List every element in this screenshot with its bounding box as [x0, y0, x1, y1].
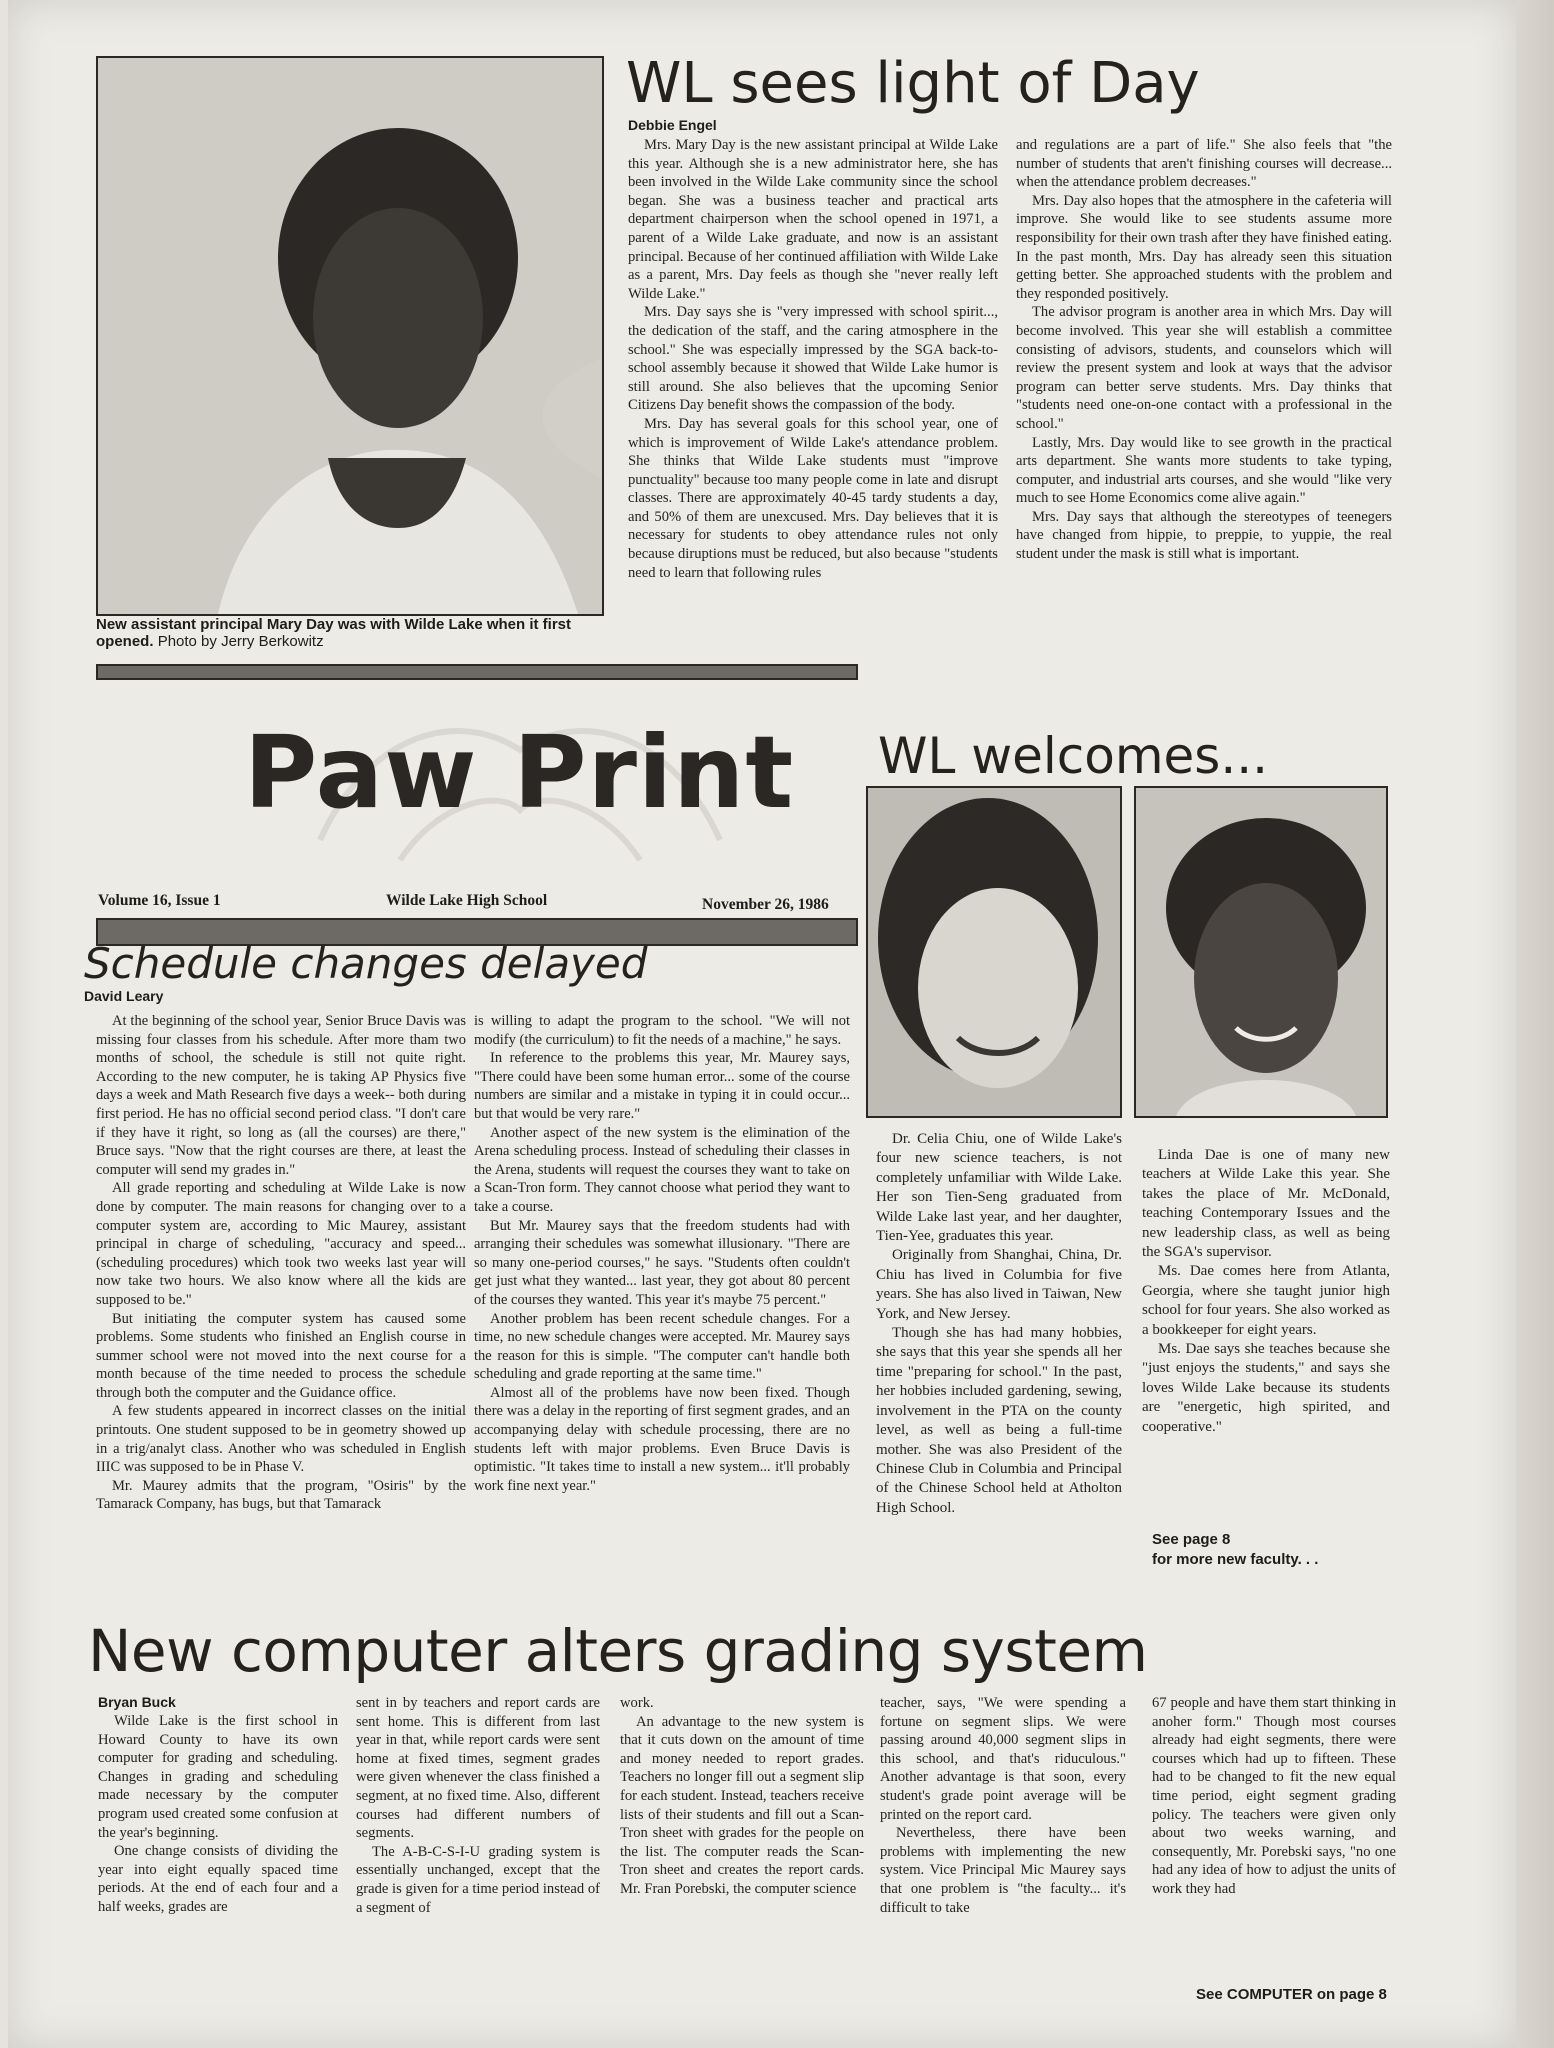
- headline-wl-welcomes: WL welcomes...: [878, 727, 1269, 785]
- paragraph: Mrs. Day has several goals for this school year, one of which is improvement of Wilde Lake's attendance problem. She thinks that Wilde Lake students must "improve punctuality" because too many people come in late and disrupt classes. There are approximately 40-45 tardy students a day, and 50% of them are unexcused. Mrs. Day believes that it is necessary for students to obey attendance rules not only because diruptions must be reduced, but also because "students need to learn that following rules: [628, 415, 998, 581]
- paragraph: Wilde Lake is the first school in Howard County to have its own computer for grading and scheduling. Changes in grading and scheduling made necessary by the computer program used created some confusion at the year's beginning.: [98, 1713, 338, 1841]
- paragraph: Lastly, Mrs. Day would like to see growth in the practical arts department. She wants more students to take typing, computer, and industrial arts courses, and she would "like very much to see Home Economics come alive again.": [1016, 434, 1392, 507]
- masthead-title: Paw Print: [244, 714, 795, 831]
- paragraph: teacher, says, "We were spending a fortune on segment slips. We were passing around 40,000 segment slips in this school, and that's riduculous." Another advantage is that soon, every student's grade point average will be printed on the report card.: [880, 1695, 1126, 1823]
- byline-bryan-buck: Bryan Buck: [98, 1694, 176, 1710]
- paragraph: is willing to adapt the program to the school. "We will not modify (the curriculum) to fit the needs of a machine," he says.: [474, 1013, 850, 1048]
- paragraph: One change consists of dividing the year into eight equally spaced time periods. At the end of each four and a half weeks, grades are: [98, 1843, 338, 1915]
- paragraph: Mrs. Mary Day is the new assistant principal at Wilde Lake this year. Although she is a new administrator here, she has been involved in the Wilde Lake community since the school began. She was a business teacher and practical arts department chairperson when the school opened in 1971, a parent of a Wilde Lake graduate, and now is an assistant principal. Because of her continued affiliation with Wilde Lake as a parent, Mrs. Day feels as though she "never really left Wilde Lake.": [628, 137, 998, 302]
- paragraph: All grade reporting and scheduling at Wilde Lake is now done by computer. The main reasons for changing over to a computer system are, according to Mic Maurey, assistant principal in charge of scheduling, "accuracy and speed... (scheduling procedures) which took two weeks last year will now take two hours. We also know where all the kids are supposed to be.": [96, 1180, 466, 1308]
- paragraph: Another problem has been recent schedule changes. For a time, no new schedule changes were accepted. Mr. Maurey says the reason for this is simple. "The computer can't handle both scheduling and grade reporting at the same time.": [474, 1310, 850, 1383]
- article4-column-2: [356, 1694, 600, 1917]
- see-page-line-2: for more new faculty. . .: [1152, 1551, 1319, 1568]
- section-rule: [96, 664, 858, 680]
- paragraph: Ms. Dae comes here from Atlanta, Georgia, where she taught junior high school for four years. She also worked as a bookkeeper for eight years.: [1142, 1263, 1390, 1338]
- paragraph: A few students appeared in incorrect classes on the initial printouts. One student supposed to be in geometry showed up in a trig/analyt class. Another who was scheduled in English IIIC was supposed to be in Phase V.: [96, 1403, 466, 1476]
- paragraph: Nevertheless, there have been problems with implementing the new system. Vice Principal Mic Maurey says that one problem is "the faculty... it's difficult to take: [880, 1825, 1126, 1916]
- paragraph: Ms. Dae says she teaches because she "just enjoys the students," and says she loves Wilde Lake because its students are "energetic, high spirited, and cooperative.": [1142, 1341, 1390, 1435]
- mary-day-photo: [96, 56, 604, 616]
- page-edge: [1516, 0, 1554, 2048]
- paragraph: Dr. Celia Chiu, one of Wilde Lake's four new science teachers, is not completely unfamiliar with Wilde Lake. Her son Tien-Seng graduated from Wilde Lake last year, and her daughter, Tien-Yee, graduates this year.: [876, 1131, 1122, 1245]
- paragraph: Though she has had many hobbies, she says that this year she spends all her time "preparing for school." In the past, her hobbies included gardening, sewing, involvement in the PTA on the county level, as well as being a full-time mother. She was also President of the Chinese Club in Columbia and Principal of the Chinese School held at Atholton High School.: [876, 1325, 1122, 1516]
- headline-wl-sees-light-of-day: WL sees light of Day: [626, 51, 1200, 116]
- article1-column-1: [628, 136, 998, 582]
- issue-date: November 26, 1986: [702, 896, 829, 913]
- paragraph: An advantage to the new system is that it cuts down on the amount of time and money needed to report grades. Teachers no longer fill out a segment slip for each student. Instead, teachers receive lists of their students and fill out a Scan-Tron sheet with grades for the people on the list. The computer reads the Scan-Tron sheet and creates the report cards. Mr. Fran Porebski, the computer science: [620, 1713, 864, 1897]
- byline-david-leary: David Leary: [84, 988, 164, 1004]
- article2-column-1: [96, 1012, 466, 1514]
- paragraph: and regulations are a part of life." She also feels that "the number of students that aren't finishing courses will decrease... when the attendance problem decreases.": [1016, 137, 1392, 191]
- volume-issue: Volume 16, Issue 1: [98, 892, 221, 909]
- paragraph: Almost all of the problems have now been fixed. Though there was a delay in the reporting of first segment grades, and an accompanying delay with schedule processing, there are no students left with major problems. Even Bruce Davis is optimistic. "It takes time to install a new system... it'll probably work fine next year.": [474, 1384, 850, 1494]
- paragraph: At the beginning of the school year, Senior Bruce Davis was missing four classes from his schedule. After more tham two months of school, the schedule is still not quite right. According to the new computer, he is taking AP Physics five days a week and Math Research five days a week-- both during first period. He has no official second period class. "I don't care if they have it right, so long as (all the courses) are there," Bruce says. "Now that the right courses are there, at least the computer will send my grades in.": [96, 1013, 466, 1178]
- paragraph: Mrs. Day says that although the stereotypes of teenegers have changed from hippie, to preppie, to yuppie, the real student under the mask is still what is important.: [1016, 508, 1392, 563]
- celia-chiu-photo: [866, 786, 1122, 1118]
- paragraph: In reference to the problems this year, Mr. Maurey says, "There could have been some human error... some of the course numbers are similar and a mistake in typing it in could occur... but that would be very rare.": [474, 1050, 850, 1122]
- photo-caption: [96, 616, 606, 650]
- paragraph: But initiating the computer system has caused some problems. Some students who finished an English course in summer school were not moved into the next course for a month because of the time needed to process the schedule through both the computer and the Guidance office.: [96, 1310, 466, 1401]
- school-name: Wilde Lake High School: [386, 892, 548, 909]
- paragraph: sent in by teachers and report cards are sent home. This is different from last year in that, while report cards were sent home at fixed times, segment grades were given whenever the class finished a segment, at no fixed time. Also, different courses had different numbers of segments.: [356, 1695, 600, 1842]
- paragraph: Linda Dae is one of many new teachers at Wilde Lake this year. She takes the place of Mr. McDonald, teaching Contemporary Issues and the new leadership class, as well as being the SGA's supervisor.: [1142, 1147, 1390, 1261]
- headline-schedule-changes-delayed: Schedule changes delayed: [84, 939, 648, 988]
- article3-column-2: [1142, 1146, 1390, 1437]
- article4-column-3: [620, 1694, 864, 1899]
- paragraph: Mr. Maurey admits that the program, "Osiris" by the Tamarack Company, has bugs, but that Tamarack: [96, 1477, 466, 1513]
- paragraph: Mrs. Day also hopes that the atmosphere in the cafeteria will improve. She would like to see students assume more responsibility for their own trash after they have finished eating. In the past month, Mrs. Day has already seen this situation getting better. She approached students with the problem and they responded positively.: [1016, 192, 1392, 302]
- caption-text: New assistant principal Mary Day was with Wilde Lake when it first opened.: [96, 616, 571, 650]
- article4-column-1: [98, 1712, 338, 1917]
- paragraph: work.: [620, 1695, 654, 1711]
- paragraph: 67 people and have them start thinking in anoher form." Though most courses already had eight segments, there were courses which had up to fifteen. These had to be changed to fit the new equal time period, eight segment grading policy. The teachers were given only about two weeks warning, and consequently, Mr. Porebski says, "no one had any idea of how to adjust the units of work they had: [1152, 1695, 1396, 1897]
- article2-column-2: [474, 1012, 850, 1495]
- paragraph: Another aspect of the new system is the elimination of the Arena scheduling process. Instead of scheduling their classes in the Arena, students will request the courses they want to take on a Scan-Tron form. They cannot choose what period they want to take a course.: [474, 1124, 850, 1215]
- article1-column-2: [1016, 136, 1392, 564]
- article4-column-5: [1152, 1694, 1396, 1899]
- see-page-line-1: See page 8: [1152, 1531, 1231, 1548]
- see-computer-page-8[interactable]: See COMPUTER on page 8: [1196, 1986, 1387, 2003]
- article3-column-1: [876, 1130, 1122, 1518]
- headline-new-computer: New computer alters grading system: [88, 1617, 1148, 1685]
- paragraph: But Mr. Maurey says that the freedom students had with arranging their schedules was somewhat illusionary. "There are so many one-period courses," he says. "Students often couldn't get just what they wanted... last year, they got about 80 percent of the courses they wanted. This year it's maybe 75 percent.": [474, 1217, 850, 1308]
- byline-debbie-engel: Debbie Engel: [628, 117, 717, 133]
- paragraph: Mrs. Day says she is "very impressed with school spirit..., the dedication of the staff, and the caring atmosphere in the school." She was especially impressed by the SGA back-to-school assembly because it showed that Wilde Lake humor is still around. She also believes that the upcoming Senior Citizens Day benefit shows the compassion of the body.: [628, 304, 998, 414]
- paragraph: The A-B-C-S-I-U grading system is essentially unchanged, except that the grade is given for a time period instead of a segment of: [356, 1843, 600, 1916]
- photo-credit: Photo by Jerry Berkowitz: [157, 633, 324, 650]
- paragraph: The advisor program is another area in which Mrs. Day will become involved. This year she will establish a committee consisting of advisors, students, and counselors which will review the present system and look at ways that the advisor program can better serve students. Mrs. Day thinks that "students need one-on-one contact with a professional in the school.": [1016, 304, 1392, 432]
- see-page-8-faculty[interactable]: [1152, 1530, 1318, 1570]
- article4-column-4: [880, 1694, 1126, 1917]
- linda-dae-photo: [1134, 786, 1388, 1118]
- paragraph: Originally from Shanghai, China, Dr. Chiu has lived in Columbia for five years. She has also lived in Taiwan, New York, and New Jersey.: [876, 1247, 1122, 1322]
